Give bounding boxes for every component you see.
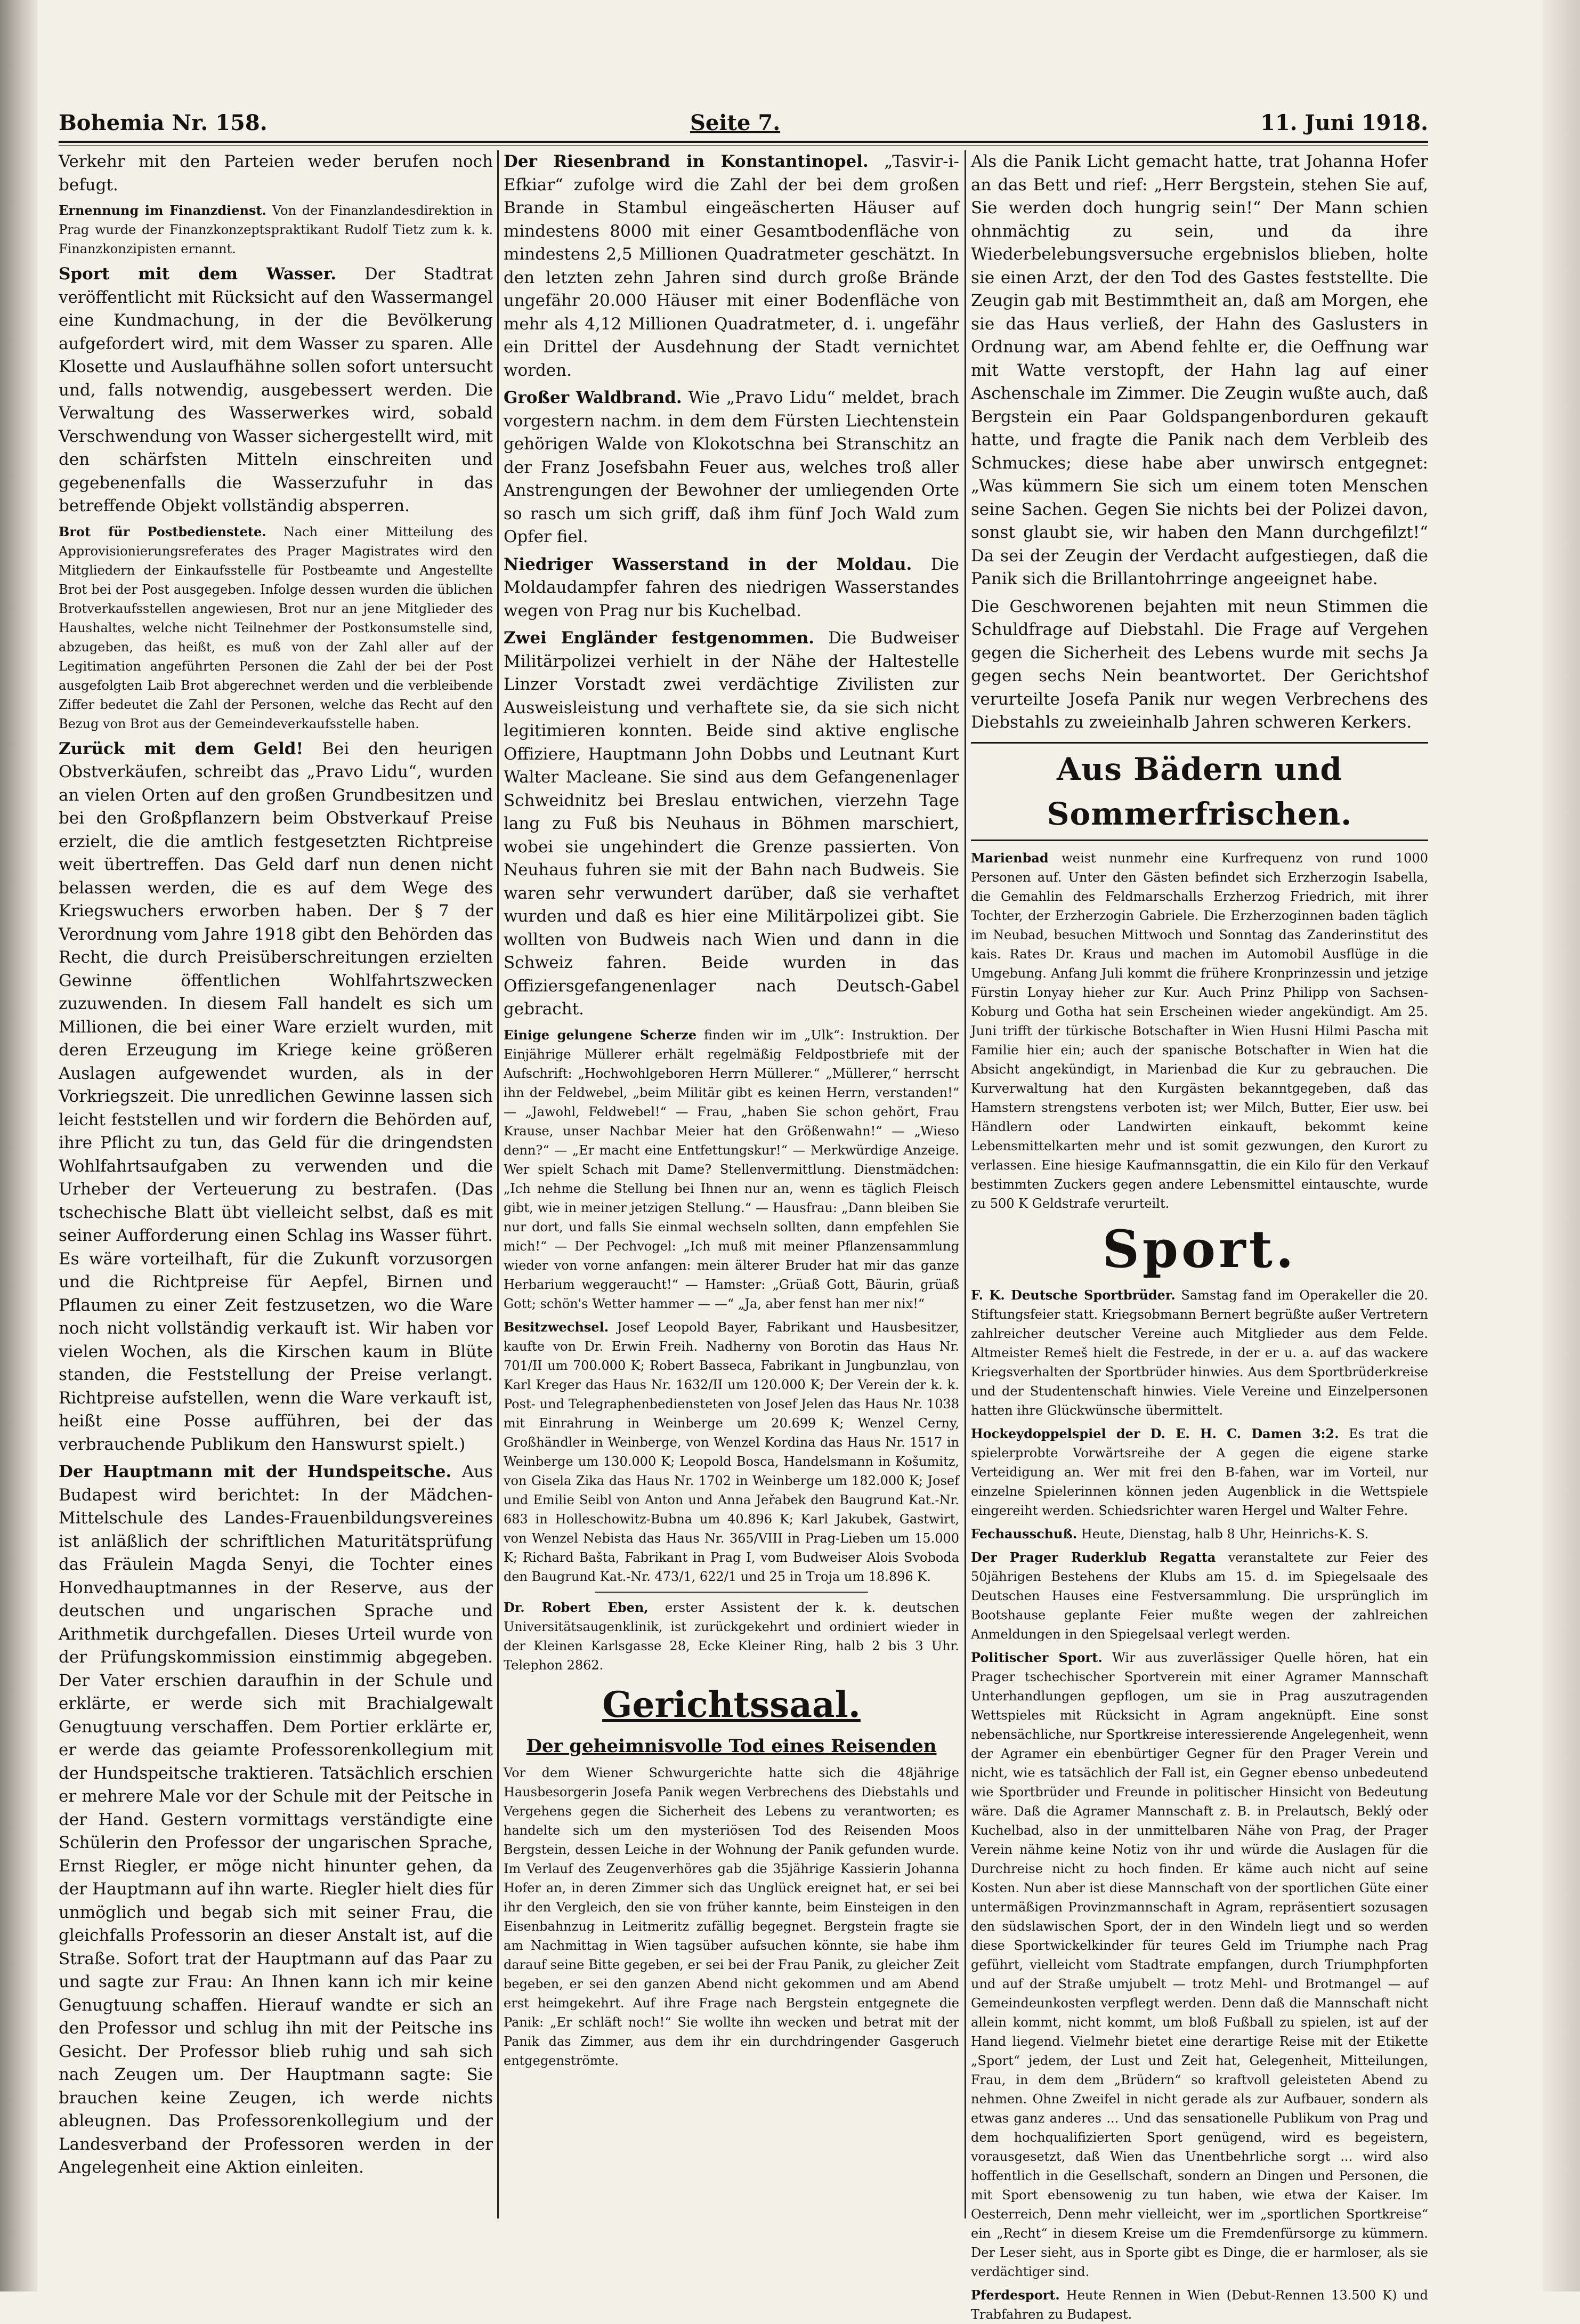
- article-divider: [595, 1592, 868, 1593]
- article-body: erster Assistent der k. k. deutschen Universitätsaugenklinik, ist zurückgekehrt und ordiniert wieder in der Kleinen Karlsgasse 28, Ecke Kleiner Ring, halb 2 bis 3 Uhr. Telephon 2862.: [504, 1600, 959, 1673]
- article-paragraph: [504, 1026, 959, 1313]
- section-heading: Gerichtssaal.: [602, 1683, 861, 1725]
- article-paragraph: [971, 1524, 1428, 1544]
- article-body: Nach einer Mitteilung des Approvisionierungsreferates des Prager Magistrates wird den Mitgliedern der Einkaufsstelle für Postbeamte und Angestellte Brot bei der Post ausgegeben. Infolge dessen wurden die üblichen Brotverkaufsstellen angewiesen, Brot nur an jene Mitglieder des Haushaltes, welche nicht Teilnehmer der Postkonsumstelle sind, abzugeben, das heißt, es muß von der Zahl aller auf der Legitimation angeführten Personen die Zahl der bei der Post ausgefolgten Laib Brot abgerechnet werden und die verbleibende Ziffer bedeutet die Zahl der Personen, welche das Recht auf den Bezug von Brot aus der Gemeindeverkaufsstelle haben.: [59, 524, 493, 731]
- article-paragraph: [971, 150, 1428, 591]
- section-banner: [971, 742, 1428, 841]
- article-body: weist nunmehr eine Kurfrequenz von rund 1000 Personen auf. Unter den Gästen befindet sich Erzherzogin Isabella, die Gemahlin des Feldmarschalls Erzherzog Friedrich, mit ihrer Tochter, der Erzherzogin Gabriele. Die Erzherzoginnen baden täglich im Neubad, besuchen Mittwoch und Sonntag das Zanderinstitut des kais. Rates Dr. Kraus und machen im Automobil Ausflüge in die Umgebung. Anfang Juli kommt die frühere Kronprinzessin und jetzige Fürstin Lonyay hieher zur Kur. Auch Prinz Philipp von Sachsen-Koburg und Gotha hat sein Erscheinen wieder angekündigt. Am 25. Juni trifft der türkische Botschafter in Wien Husni Hilmi Pascha mit Familie hier ein; auch der spanische Botschafter in Wien hat die Absicht angekündigt, in Marienbad die Kur zu gebrauchen. Die Kurverwaltung hat den Kurgästen bekanntgegeben, daß das Hamstern strengstens verboten ist; wer Milch, Butter, Eier usw. bei Händlern oder Landwirten einkauft, bekommt keine Lebensmittelkarten mehr und ist somit gezwungen, den Kurort zu verlassen. Eine hiesige Kaufmannsgattin, die ein Kilo für den Verkauf bestimmten Zuckers gegen andere Lebensmittel eintauschte, wurde zu 500 K Geldstrafe verurteilt.: [971, 850, 1428, 1211]
- page-binding-shadow: [0, 0, 37, 2291]
- header-masthead: Bohemia Nr. 158.: [59, 110, 268, 135]
- article-headline: Hockeydoppelspiel der D. E. H. C. Damen 3:2.: [971, 1425, 1339, 1441]
- article-body: Wie „Pravo Lidu“ meldet, brach vorgestern nachm. in dem dem Fürsten Liechtenstein gehörigen Walde von Klokotschna bei Stranschitz an der Franz Josefsbahn Feuer aus, welches troß aller Anstrengungen der Bewohner der umliegenden Orte so rasch um sich griff, daß ihm fünf Joch Wald zum Opfer fiel.: [504, 388, 959, 546]
- header-rule: [59, 141, 1428, 143]
- article-body: Heute Rennen in Wien (Debut-Rennen 13.500 K) und Trabfahren zu Budapest.: [971, 2287, 1428, 2322]
- article-headline: Niedriger Wasserstand in der Moldau.: [504, 554, 912, 574]
- header-page-number: Seite 7.: [690, 110, 781, 135]
- article-paragraph: [971, 1648, 1428, 2281]
- article-headline: Zurück mit dem Geld!: [59, 739, 304, 758]
- column-divider-2: [965, 150, 966, 2218]
- article-headline: F. K. Deutsche Sportbrüder.: [971, 1287, 1176, 1303]
- article-headline: Politischer Sport.: [971, 1649, 1103, 1665]
- page-header: [59, 104, 1428, 142]
- article-body: Es trat die spielerprobte Vorwärtsreihe der A gegen die eigene starke Verteidigung an. Wer mit frei den B-fahen, war im Vorteil, nur einzelne Spielerinnen können jeden Augenblick in die Wettspiele eingereiht werden. Schiedsrichter waren Hergel und Walter Fehre.: [971, 1426, 1428, 1518]
- article-paragraph: [971, 1286, 1428, 1420]
- article-body: Wir aus zuverlässiger Quelle hören, hat ein Prager tschechischer Sportverein mit einer Agramer Mannschaft Unterhandlungen gepflogen, um sie in Prag auszutragenden Wettspieles mit Rücksicht in Agram angeknüpft. Eine sonst nebensächliche, nur Sportkreise interessierende Angelegenheit, wenn der Agramer ein ebenbürtiger Gegner für den Prager Verein und nicht, wie es tatsächlich der Fall ist, ein Gegner ebenso unbedeutend wie Sportbrüder und Freunde in politischer Hinsicht von Bedeutung wäre. Daß die Agramer Mannschaft z. B. in Prelautsch, Beklý oder Kuchelbad, also in der unmittelbaren Nähe von Prag, der Prager Verein nähme keine Notiz von ihr und würde die Auslagen für die Durchreise nicht zu hoch finden. Er käme auch nicht auf seine Kosten. Nun aber ist diese Mannschaft von der sportlichen Güte einer untermäßigen Provinzmannschaft in Agram, repräsentiert sozusagen den südslawischen Sport, der in den Windeln liegt und so werden diese Sportwickelkinder für teures Geld im Triumphe nach Prag geführt, vielleicht vom Stadtrate empfangen, durch Triumphpforten und auf der Straße umjubelt — trotz Mehl- und Brotmangel — auf Gemeindeunkosten verpflegt werden. Denn daß die Mannschaft nicht allein kommt, nicht kommt, um bloß Fußball zu spielen, ist auf der Hand liegend. Vielmehr bietet eine derartige Reise mit der Etikette „Sport“ jedem, der Lust und Zeit hat, Gelegenheit, Mitteilungen, Frau, in dem dem „Brüdern“ so kraftvoll geleisteten Abend zu nehmen. Ohne Zweifel in nicht gerade als zur Aufbauer, sondern als etwas ganz anderes ... Und das sensationelle Publikum von Prag und dem hochqualifizierten Sport genügend, wird es begeistern, vorausgesetzt, daß Wien das Unentbehrliche sorgt ... wird also hoffentlich in die Gesellschaft, sondern an Dingen und Personen, die mit Sport ebensowenig zu tun haben, wie etwa der Kaiser. Im Oesterreich, Denn mehr vielleicht, wer im „sportlichen Sportkreise“ ein „Recht“ in diesem Kreise um die Fremdenfürsorge zu kümmern. Der Leser sieht, aus in Sporte gibt es Dinge, die er harmloser, als sie verdächtiger sind.: [971, 1650, 1428, 2279]
- article-body: Von der Finanzlandesdirektion in Prag wurde der Finanzkonzeptspraktikant Rudolf Tietz zum k. k. Finanzkonzipisten ernannt.: [59, 203, 493, 256]
- article-headline: Der Prager Ruderklub Regatta: [971, 1549, 1216, 1565]
- article-paragraph: [504, 1318, 959, 1586]
- article-body: Die Budweiser Militärpolizei verhielt in der Nähe der Haltestelle Linzer Vorstadt zwei verdächtige Zivilisten zur Ausweisleistung und verhaftete sie, da sie sich nicht legitimieren konnten. Beide sind aktive englische Offiziere, Hauptmann John Dobbs und Leutnant Kurt Walter Macleane. Sie sind aus dem Gefangenenlager Schweidnitz bei Breslau entwichen, vierzehn Tage lang zu Fuß bis Neuhaus in Böhmen marschiert, wobei sie ungehindert die Grenze passierten. Von Neuhaus fuhren sie mit der Bahn nach Budweis. Sie waren sehr verwundert darüber, daß sie verhaftet wurden und daß es hier eine Militärpolizei gibt. Sie wollten von Budweis nach Wien und dann in die Schweiz fahren. Beide wurden in das Offiziersgefangenenlager nach Deutsch-Gabel gebracht.: [504, 628, 959, 1019]
- article-paragraph: [504, 1598, 959, 1675]
- article-paragraph: [504, 1763, 959, 2070]
- header-rule-thin: [59, 145, 1428, 146]
- article-body: veranstaltete zur Feier des 50jährigen Bestehens der Klubs am 15. d. im Spiegelsaale des Deutschen Hauses eine Festversammlung. Die ursprünglich im Bootshause geplante Feier mußte wegen der zahlreichen Anmeldungen in den Spiegelsaal verlegt werden.: [971, 1550, 1428, 1642]
- article-headline: Der Riesenbrand in Konstantinopel.: [504, 152, 869, 171]
- article-paragraph: [971, 2286, 1428, 2324]
- article-body: Die Moldaudampfer fahren des niedrigen Wasserstandes wegen von Prag nur bis Kuchelbad.: [504, 554, 960, 620]
- column-divider-1: [497, 150, 499, 2218]
- article-body: Die Geschworenen bejahten mit neun Stimmen die Schuldfrage auf Diebstahl. Die Frage auf Vergehen gegen die Sicherheit des Lebens wurde mit sechs Ja gegen sechs Nein beantwortet. Der Gerichtshof verurteilte Josefa Panik nur wegen Verbrechens des Diebstahls zu zweieinhalb Jahren schweren Kerkers.: [971, 596, 1428, 732]
- article-paragraph: [971, 595, 1428, 735]
- column-1: [59, 150, 493, 2224]
- article-paragraph: [504, 627, 959, 1021]
- article-body: Bei den heurigen Obstverkäufen, schreibt das „Pravo Lidu“, wurden an vielen Orten auf den großen Grundbesitzen und bei den Großpflanzern beim Obstverkauf Preise erzielt, die die amtlich festgesetzten Richtpreise weit übertreffen. Das Geld darf nun denen nicht belassen werden, die es auf dem Wege des Kriegswuchers erworben haben. Der § 7 der Verordnung vom Jahre 1918 gibt den Behörden das Recht, die durch Preisüberschreitungen erzielten Gewinne öffentlichen Wohlfahrtszwecken zuzuwenden. In diesem Fall handelt es sich um Millionen, die bei einer Ware erzielt wurden, mit deren Erzeugung im Kriege keine größeren Auslagen aufgewendet wurden, als in der Vorkriegszeit. Die unredlichen Gewinne lassen sich leicht feststellen und wir fordern die Behörden auf, ihre Pflicht zu tun, das Geld für die dringendsten Wohlfahrtsaufgaben zu verwenden und die Urheber der Verteuerung zu bestrafen. (Das tschechische Blatt übt vielleicht selbst, daß es mit seiner Aufforderung einen Schlag ins Wasser führt. Es wäre vorteilhaft, für die Zukunft vorzusorgen und die Richtpreise für Aepfel, Birnen und Pflaumen zu einer Zeit festzusetzen, wo die Ware noch nicht vollständig verkauft ist. Wir haben vor vielen Wochen, als die Kirschen kaum in Blüte standen, die Feststellung der Preise verlangt. Richtpreise aufstellen, wenn die Ware verkauft ist, heißt eine Posse aufführen, bei der das verbrauchende Publikum den Hanswurst spielt.): [59, 739, 493, 1454]
- column-2: [504, 150, 959, 2224]
- article-headline: Fechausschuß.: [971, 1526, 1077, 1542]
- column-3: [971, 150, 1428, 2322]
- article-paragraph: [971, 849, 1428, 1213]
- article-paragraph: [504, 386, 959, 549]
- article-headline: Brot für Postbedienstete.: [59, 523, 266, 539]
- article-headline: Einige gelungene Scherze: [504, 1027, 697, 1043]
- article-headline: Marienbad: [971, 850, 1049, 866]
- article-body: Josef Leopold Bayer, Fabrikant und Hausbesitzer, kaufte von Dr. Erwin Freih. Nadherny von Borotin das Haus Nr. 701/II um 700.000 K; Robert Basseca, Fabrikant in Jungbunzlau, von Karl Kreger das Haus Nr. 1632/II um 120.000 K; Der Verein der k. k. Post- und Telegraphenbediensteten von Josef Jelen das Haus Nr. 1038 mit Einrahrung in Weinberge um 20.699 K; Wenzel Cerny, Großhändler in Weinberge, von Wenzel Kordina das Haus Nr. 1517 in Weinberge um 130.000 K; Leopold Bosca, Handelsmann in Košumitz, von Gisela Zika das Haus Nr. 1702 in Weinberge um 182.000 K; Josef und Emilie Seibl von Anton und Anna Jeřabek den Baugrund Kat.-Nr. 683 in Holleschowitz-Bubna um 40.896 K; Karl Jakubek, Gastwirt, von Wenzel Nebista das Haus Nr. 365/VIII in Prag-Lieben um 15.000 K; Richard Bašta, Fabrikant in Prag I, vom Budweiser Alois Svoboda den Baugrund Kat.-Nr. 473/1, 622/1 und 25 in Troja um 18.896 K.: [504, 1319, 959, 1584]
- article-body: Als die Panik Licht gemacht hatte, trat Johanna Hofer an das Bett und rief: „Herr Bergstein, stehen Sie auf, Sie werden doch hungrig sein!“ Der Mann schien ohnmächtig zu sein, und da ihre Wiederbelebungsversuche ergebnislos blieben, holte sie einen Arzt, der den Tod des Gastes feststellte. Die Zeugin gab mit Bestimmtheit an, daß am Morgen, ehe sie das Haus verließ, der Hahn des Gaslusters in Ordnung war, am Abend fehlte er, die Oeffnung war mit Watte verstopft, der Hahn lag auf einer Aschenschale im Zimmer. Die Zeugin wußte auch, daß Bergstein ein Paar Goldspangenborduren gekauft hatte, und fragte die Panik nach dem Verbleib des Schmuckes; diese habe aber unwirsch entgegnet: „Was kümmern Sie sich um einem toten Menschen seine Sachen. Gegen Sie nichts bei der Polizei davon, sonst glaubt sie, wir haben den Mann durchgefilzt!“ Da sei der Zeugin der Verdacht aufgestiegen, daß die Panik sich die Brillantohrringe angeeignet habe.: [971, 152, 1428, 588]
- section-heading: Aus Bädern und Sommerfrischen.: [1047, 751, 1352, 832]
- article-headline: Dr. Robert Eben,: [504, 1599, 649, 1615]
- article-paragraph: [971, 1424, 1428, 1520]
- article-headline: Zwei Engländer festgenommen.: [504, 628, 815, 648]
- article-headline: Der Hauptmann mit der Hundspeitsche.: [59, 1462, 452, 1481]
- article-paragraph: [504, 150, 959, 382]
- article-paragraph: [59, 201, 493, 259]
- article-body: Aus Budapest wird berichtet: In der Mädchen-Mittelschule des Landes-Frauenbildungsvereines ist anläßlich der schriftlichen Maturitätsprüfung das Fräulein Magda Senyi, die Tochter eines Honvedhauptmannes in der Reserve, aus der deutschen und ungarischen Sprache und Arithmetik durchgefallen. Dieses Urteil wurde von der Prüfungskommission einstimmig abgegeben. Der Vater erschien daraufhin in der Schule und erklärte, er werde sich mit Brachialgewalt Genugtuung verschaffen. Dem Portier erklärte er, er werde das geiamte Professorenkollegium mit der Hundspeitsche traktieren. Tatsächlich erschien er mehrere Male vor der Schule mit der Peitsche in der Hand. Gestern vormittags verständigte eine Schülerin den Professor der ungarischen Sprache, Ernst Riegler, er möge nicht hinunter gehen, da der Hauptmann auf ihn warte. Riegler hielt dies für unmöglich und begab sich mit seiner Frau, die gleichfalls Professorin an dieser Anstalt ist, auf die Straße. Sofort trat der Hauptmann auf das Paar zu und sagte zur Frau: An Ihnen kann ich mir keine Genugtuung schaffen. Hierauf wandte er sich an den Professor und schlug ihn mit der Peitsche ins Gesicht. Der Professor blieb ruhig und sah sich nach Zeugen um. Der Hauptmann sagte: Sie brauchen keine Zeugen, ich werde nichts ableugnen. Das Professorenkollegium und der Landesverband der Professoren werden in der Angelegenheit eine Aktion einleiten.: [59, 1462, 493, 2177]
- article-headline: Sport mit dem Wasser.: [59, 264, 337, 284]
- section-heading: Sport.: [1102, 1219, 1297, 1279]
- article-paragraph: [59, 738, 493, 1457]
- article-body: Der Stadtrat veröffentlicht mit Rücksicht auf den Wassermangel eine Kundmachung, in der die Bevölkerung aufgefordert wird, mit dem Wasser zu sparen. Alle Klosette und Auslaufhähne sollen sofort untersucht und, falls notwendig, ausgebessert werden. Die Verwaltung des Wasserwerkes wird, sobald Verschwendung von Wasser sichergestellt wird, mit den schärfsten Mitteln einschreiten und gegebenenfalls die Wasserzufuhr in das betreffende Objekt vollständig absperren.: [59, 264, 493, 515]
- article-headline: Ernennung im Finanzdienst.: [59, 203, 266, 218]
- article-headline: Besitzwechsel.: [504, 1319, 609, 1335]
- article-paragraph: [59, 263, 493, 518]
- article-paragraph: [59, 522, 493, 733]
- article-body: Samstag fand im Operakeller die 20. Stiftungsfeier statt. Kriegsobmann Bernert begrüßte außer Vertretern zahlreicher deutscher Vereine auch Mitglieder aus dem Felde. Altmeister Remeš hielt die Festrede, in der er u. a. auf das wackere Kriegsverhalten der Sportbrüder hinwies. Aus dem Sportbrüderkreise und der Studentenschaft hinwies. Viele Vereine und Einzelpersonen hatten ihre Glückwünsche übermittelt.: [971, 1287, 1428, 1418]
- article-paragraph: [971, 1548, 1428, 1644]
- article-headline: Pferdesport.: [971, 2287, 1060, 2303]
- page-edge-shadow: [1543, 0, 1580, 2291]
- header-date: 11. Juni 1918.: [1260, 110, 1428, 135]
- article-body: Vor dem Wiener Schwurgerichte hatte sich die 48jährige Hausbesorgerin Josefa Panik wegen Verbrechens des Diebstahls und Vergehens gegen die Sicherheit des Lebens zu verantworten; es handelte sich um den mysteriösen Tod des Reisenden Moos Bergstein, dessen Leiche in der Wohnung der Panik gefunden wurde. Im Verlauf des Zeugenverhöres gab die 35jährige Kassierin Johanna Hofer an, in deren Zimmer sich das Unglück ereignet hat, er sei bei ihr den Vergleich, den sie von früher kannte, beim Einsteigen in den Eisenbahnzug in Leitmeritz zufällig begegnet. Bergstein fragte sie am Nachmittag in Wien tagsüber aufsuchen könnte, sie habe ihm darauf seine Bitte gegeben, er sei bei der Frau Panik, zu gleicher Zeit begeben, er sei den ganzen Abend nicht gekommen und am Abend erst heimgekehrt. Auf ihre Frage nach Bergstein entgegnete die Panik: „Er schläft noch!“ Sie wollte ihn wecken und betrat mit der Panik das Zimmer, aus dem ihr ein durchdringender Gasgeruch entgegenströmte.: [504, 1765, 959, 2068]
- article-paragraph: [59, 1460, 493, 2180]
- article-body: Heute, Dienstag, halb 8 Uhr, Heinrichs-K. S.: [1081, 1526, 1369, 1542]
- article-headline: Der geheimnisvolle Tod eines Reisenden: [526, 1735, 937, 1757]
- article-paragraph: [59, 150, 493, 197]
- article-body: „Tasvir-i-Efkiar“ zufolge wird die Zahl der bei dem großen Brande in Stambul eingeäscherten Häuser auf mindestens 8000 mit einer Gesamtbodenfläche von mindestens 2,5 Millionen Quadratmeter geschätzt. In den letzten zehn Jahren sind durch große Brände ungefähr 20.000 Häuser mit einer Bodenfläche von mehr als 4,12 Millionen Quadratmeter, d. i. ungefähr ein Drittel der Ausdehnung der Stadt vernichtet worden.: [504, 152, 959, 380]
- article-body: Verkehr mit den Parteien weder berufen noch befugt.: [59, 152, 493, 195]
- article-headline: Großer Waldbrand.: [504, 388, 682, 407]
- article-body: finden wir im „Ulk“: Instruktion. Der Einjährige Müllerer erhält regelmäßig Feldpostbriefe mit der Aufschrift: „Hochwohlgeboren Herrn Müllerer.“ „Müllerer,“ herrscht ihn der Feldwebel, „beim Militär gibt es keinen Herrn, verstanden!“ — „Jawohl, Feldwebel!“ — Frau, „haben Sie schon gehört, Frau Krause, unser Nachbar Meier hat den Größenwahn!“ — „Wieso denn?“ — „Er macht eine Entfettungskur!“ — Merkwürdige Anzeige. Wer spielt Schach mit Dame? Stellenvermittlung. Dienstmädchen: „Ich nehme die Stellung bei Ihnen nur an, wenn es täglich Fleisch gibt, wie in meiner jetzigen Stellung.“ — Hausfrau: „Dann bleiben Sie nur dort, und falls Sie einmal wechseln sollten, dann empfehlen Sie mich!“ — Der Pechvogel: „Ich muß mit meiner Pflanzensammlung wieder von vorne anfangen: mein älterer Bruder hat mir das ganze Herbarium weggeraucht!“ — Hamster: „Grüaß Gott, Bäurin, grüaß Gott; schön's Wetter hammer — —“ „Ja, aber fenst han mer nix!“: [504, 1027, 959, 1311]
- article-paragraph: [504, 553, 959, 623]
